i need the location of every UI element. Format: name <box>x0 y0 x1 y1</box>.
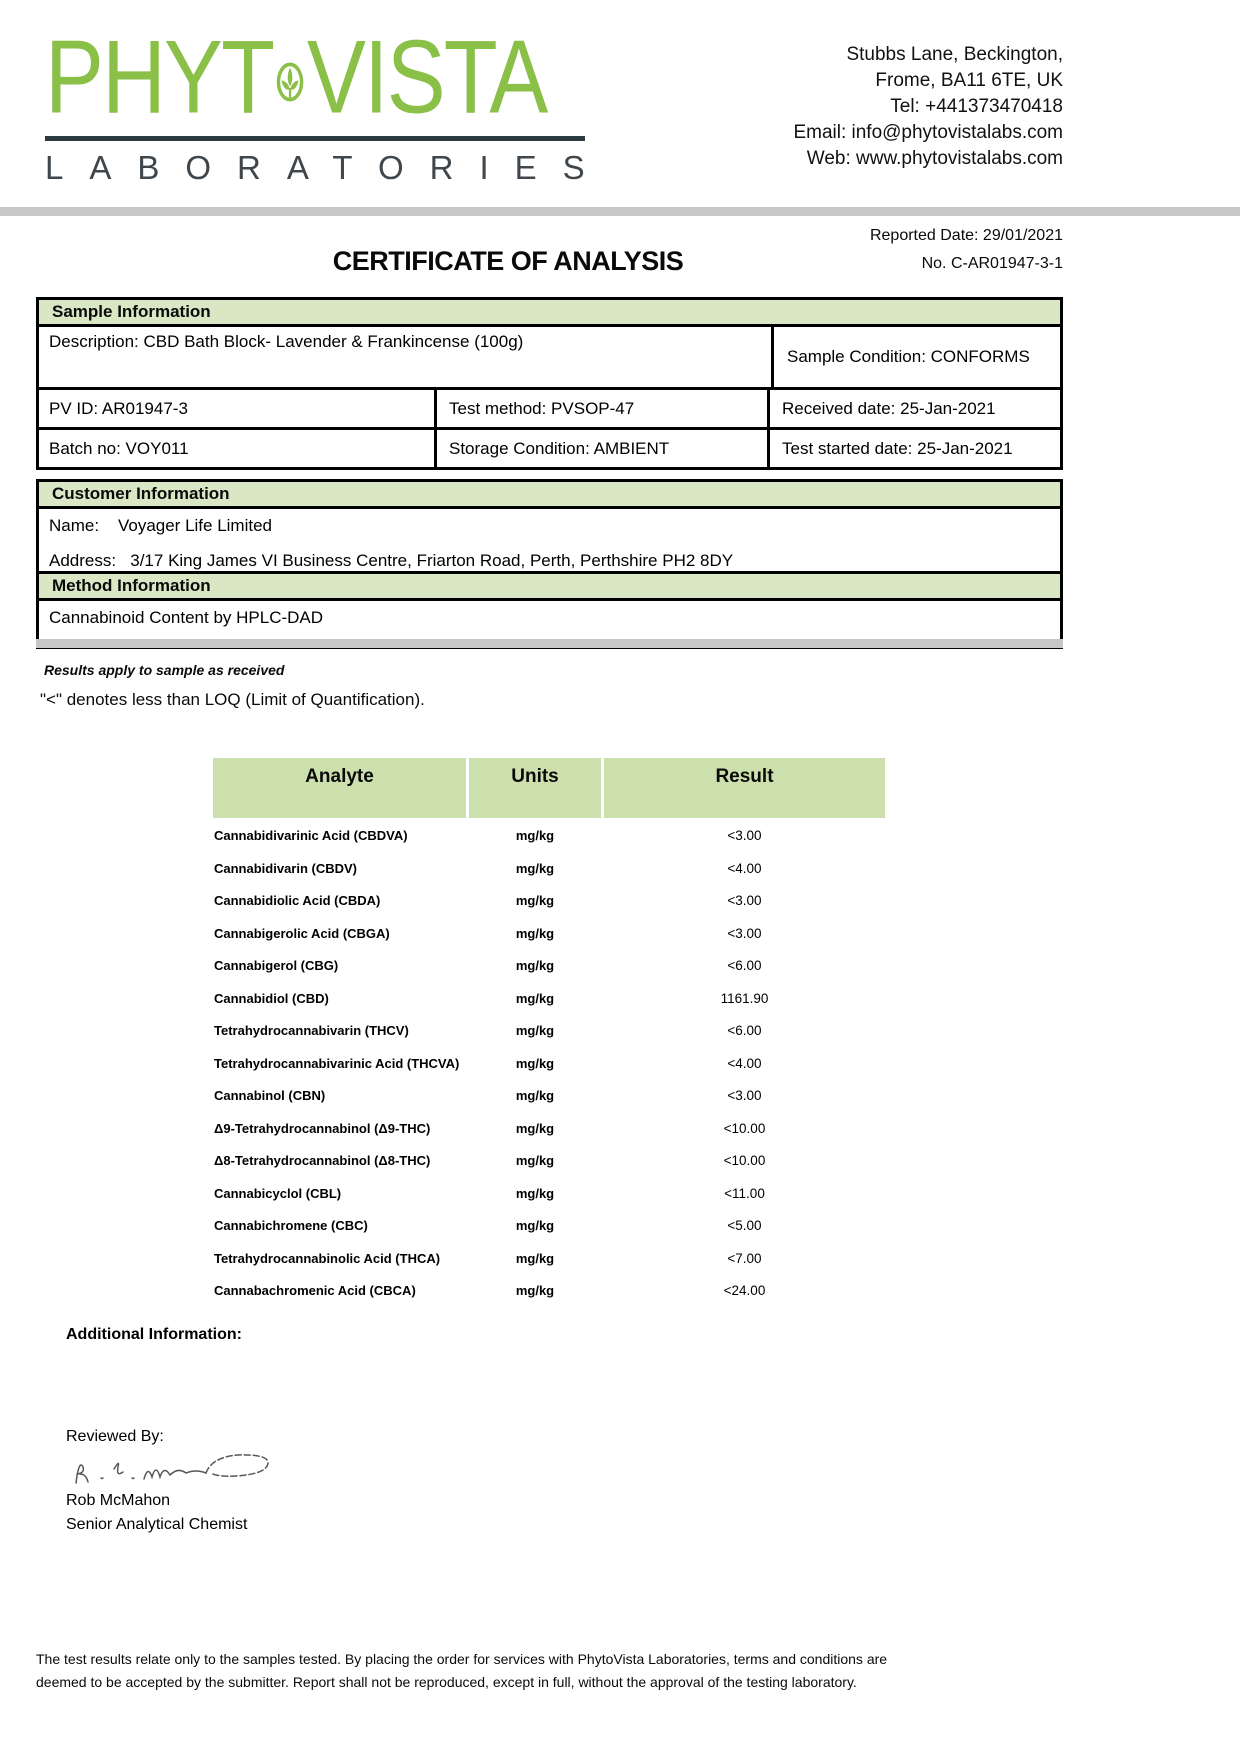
results-table-header <box>213 758 885 818</box>
received-date-cell: Received date: 25-Jan-2021 <box>782 398 996 418</box>
web-line: Web: www.phytovistalabs.com <box>806 148 1063 169</box>
results-table-row <box>213 893 885 926</box>
page-title: CERTIFICATE OF ANALYSIS <box>332 246 684 276</box>
analyte-cell: Δ9-Tetrahydrocannabinol (Δ9-THC) <box>214 1120 431 1136</box>
company-contact <box>793 42 1063 172</box>
logo-subtitle: LABORATORIES <box>45 149 611 186</box>
email-line: Email: info@phytovistalabs.com <box>793 122 1063 143</box>
results-table-row <box>213 1121 885 1154</box>
analyte-cell: Cannabidiol (CBD) <box>214 990 329 1006</box>
units-cell: mg/kg <box>515 990 555 1006</box>
sample-information-section <box>36 297 1063 470</box>
result-cell: <5.00 <box>727 1218 762 1233</box>
analyte-cell: Δ8-Tetrahydrocannabinol (Δ8-THC) <box>214 1153 431 1168</box>
units-cell: mg/kg <box>515 1153 555 1168</box>
results-table-row <box>213 861 885 894</box>
result-cell: 1161.90 <box>720 990 769 1006</box>
footer-disclaimer <box>36 1648 1196 1694</box>
units-cell: mg/kg <box>515 828 555 843</box>
results-table-row <box>213 828 885 861</box>
units-cell: mg/kg <box>515 1055 555 1071</box>
result-cell: <10.00 <box>723 1153 766 1168</box>
analyte-cell: Cannabicyclol (CBL) <box>214 1185 342 1201</box>
sample-row-ids <box>39 387 1060 427</box>
company-logo <box>45 19 611 187</box>
result-cell: <3.00 <box>727 1088 762 1103</box>
leaf-icon <box>275 32 305 132</box>
result-cell: <7.00 <box>727 1250 762 1266</box>
analyte-cell: Cannabidivarinic Acid (CBDVA) <box>214 828 408 843</box>
analyte-cell: Cannabichromene (CBC) <box>214 1218 368 1233</box>
units-cell: mg/kg <box>515 1283 555 1298</box>
logo-divider <box>45 136 585 141</box>
header-divider-bar <box>0 207 1240 216</box>
phone-line: Tel: +441373470418 <box>890 96 1063 117</box>
reported-date: Reported Date: 29/01/2021 <box>869 227 1063 244</box>
result-cell: <3.00 <box>727 893 762 908</box>
analyte-cell: Cannabigerolic Acid (CBGA) <box>214 925 390 941</box>
results-table-row <box>213 958 885 991</box>
analyte-cell: Cannabinol (CBN) <box>214 1088 326 1103</box>
reviewer-name: Rob McMahon <box>66 1492 171 1509</box>
note-results-apply: Results apply to sample as received <box>44 662 285 678</box>
units-cell: mg/kg <box>515 1250 555 1266</box>
result-cell: <4.00 <box>727 1055 762 1071</box>
results-table-row <box>213 926 885 959</box>
results-table-row <box>213 1153 885 1186</box>
reviewer-title: Senior Analytical Chemist <box>66 1516 248 1533</box>
sample-row-description <box>39 327 1060 387</box>
report-number: No. C-AR01947-3-1 <box>921 255 1063 272</box>
description-cell: Description: CBD Bath Block- Lavender & Frankincense (100g) <box>39 327 774 387</box>
signature-image <box>66 1447 281 1493</box>
result-cell: <10.00 <box>723 1120 766 1136</box>
units-cell: mg/kg <box>515 1120 555 1136</box>
result-cell: <3.00 <box>727 828 762 843</box>
footer-line-2: deemed to be accepted by the submitter. Report shall not be reproduced, except in full, without the approval of the testing laboratory. <box>36 1674 857 1690</box>
additional-information-label: Additional Information: <box>66 1326 242 1343</box>
logo-text-phyt: PHYT <box>45 19 274 136</box>
header-units: Units <box>469 758 601 818</box>
units-cell: mg/kg <box>515 1218 555 1233</box>
results-table-row <box>213 1283 885 1316</box>
results-table-row <box>213 1056 885 1089</box>
analyte-cell: Cannabachromenic Acid (CBCA) <box>214 1283 416 1298</box>
units-cell: mg/kg <box>515 958 555 973</box>
storage-condition-cell: Storage Condition: AMBIENT <box>437 430 770 467</box>
customer-information-title: Customer Information <box>39 482 1060 509</box>
analyte-cell: Cannabidiolic Acid (CBDA) <box>214 893 381 908</box>
reviewed-by-label: Reviewed By: <box>66 1428 164 1445</box>
customer-information-section <box>36 479 1063 584</box>
method-name: Cannabinoid Content by HPLC-DAD <box>49 608 324 627</box>
customer-address: Address: 3/17 King James VI Business Centre, Friarton Road, Perth, Perthshire PH2 8DY <box>49 551 734 570</box>
results-table-row <box>213 1251 885 1284</box>
method-information-title: Method Information <box>39 574 1060 601</box>
result-cell: <3.00 <box>727 925 762 941</box>
units-cell: mg/kg <box>515 893 555 908</box>
analyte-cell: Tetrahydrocannabivarin (THCV) <box>214 1023 409 1038</box>
customer-name: Name: Voyager Life Limited <box>49 516 273 535</box>
pv-id-cell: PV ID: AR01947-3 <box>39 390 437 427</box>
sample-condition-cell: Sample Condition: CONFORMS <box>787 347 1030 366</box>
analyte-cell: Cannabidivarin (CBDV) <box>214 860 358 876</box>
result-cell: <11.00 <box>724 1185 765 1201</box>
results-table-row <box>213 991 885 1024</box>
logo-wordmark <box>45 19 547 136</box>
method-information-section <box>36 571 1063 649</box>
address-line-1: Stubbs Lane, Beckington, <box>846 44 1063 65</box>
result-cell: <24.00 <box>723 1283 766 1298</box>
note-loq: "<" denotes less than LOQ (Limit of Quantification). <box>40 690 425 709</box>
sample-row-batch <box>39 427 1060 467</box>
results-table <box>213 758 885 1316</box>
results-table-row <box>213 1218 885 1251</box>
section-divider-bar <box>36 639 1063 648</box>
footer-line-1: The test results relate only to the samples tested. By placing the order for services with PhytoVista Laboratories, terms and conditions are <box>36 1651 888 1667</box>
header-analyte: Analyte <box>213 758 466 818</box>
units-cell: mg/kg <box>515 1088 555 1103</box>
analyte-cell: Tetrahydrocannabivarinic Acid (THCVA) <box>214 1055 460 1071</box>
results-table-body <box>213 828 885 1316</box>
logo-text-vista: VISTA <box>306 19 547 136</box>
units-cell: mg/kg <box>515 1185 555 1201</box>
test-method-cell: Test method: PVSOP-47 <box>437 390 770 427</box>
result-cell: <6.00 <box>727 1023 762 1038</box>
units-cell: mg/kg <box>515 1023 555 1038</box>
analyte-cell: Tetrahydrocannabinolic Acid (THCA) <box>214 1250 441 1266</box>
results-table-row <box>213 1186 885 1219</box>
header-result: Result <box>604 758 885 818</box>
analyte-cell: Cannabigerol (CBG) <box>214 958 339 973</box>
test-started-date-cell: Test started date: 25-Jan-2021 <box>782 438 1013 458</box>
results-table-row <box>213 1088 885 1121</box>
units-cell: mg/kg <box>515 925 555 941</box>
sample-information-title: Sample Information <box>39 300 1060 327</box>
result-cell: <6.00 <box>727 958 762 973</box>
batch-no-cell: Batch no: VOY011 <box>39 430 437 467</box>
address-line-2: Frome, BA11 6TE, UK <box>875 70 1063 91</box>
results-table-row <box>213 1023 885 1056</box>
result-cell: <4.00 <box>727 860 762 876</box>
units-cell: mg/kg <box>515 860 555 876</box>
